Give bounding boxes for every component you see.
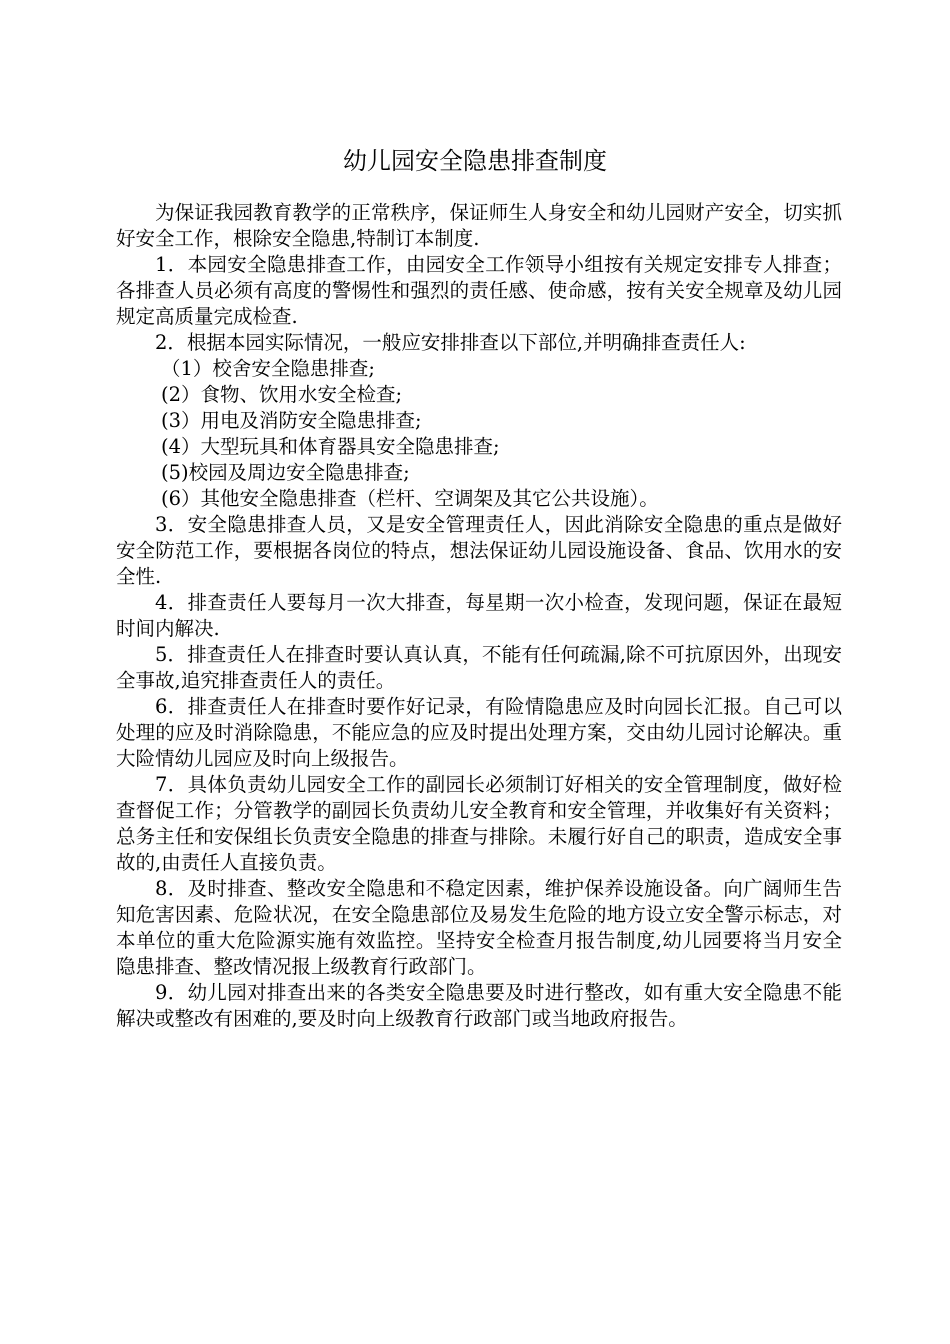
list-item: (3）用电及消防安全隐患排查; xyxy=(161,409,422,432)
paragraph-6: 6．排查责任人在排查时要作好记录，有险情隐患应及时向园长汇报。自己可以处理的应及时消除隐患，不能应急的应及时提出处理方案，交由幼儿园讨论解决。重大险情幼儿园应及时向上级报告。 xyxy=(116,695,842,770)
paragraph-3: 3．安全隐患排查人员，又是安全管理责任人，因此消除安全隐患的重点是做好安全防范工作，要根据各岗位的特点，想法保证幼儿园设施设备、食品、饮用水的安全性. xyxy=(116,513,842,588)
list-item: (6）其他安全隐患排查（栏杆、空调架及其它公共设施）。 xyxy=(161,487,659,510)
paragraph-4: 4．排查责任人要每月一次大排查，每星期一次小检查，发现问题，保证在最短时间内解决. xyxy=(116,591,842,640)
paragraph-9: 9．幼儿园对排查出来的各类安全隐患要及时进行整改，如有重大安全隐患不能解决或整改有困难的,要及时向上级教育行政部门或当地政府报告。 xyxy=(116,981,842,1030)
list-item: （1）校舍安全隐患排查; xyxy=(161,357,375,380)
paragraph-7: 7．具体负责幼儿园安全工作的副园长必须制订好相关的安全管理制度，做好检查督促工作；分管教学的副园长负责幼儿安全教育和安全管理，并收集好有关资料；总务主任和安保组长负责安全隐患的排查与排除。未履行好自己的职责，造成安全事故的,由责任人直接负责。 xyxy=(116,773,842,874)
document-body xyxy=(116,200,842,1032)
list-item: (5)校园及周边安全隐患排查; xyxy=(161,461,410,484)
paragraph-intro: 为保证我园教育教学的正常秩序，保证师生人身安全和幼儿园财产安全，切实抓好安全工作，根除安全隐患,特制订本制度. xyxy=(116,201,842,250)
paragraph-8: 8．及时排查、整改安全隐患和不稳定因素，维护保养设施设备。向广阔师生告知危害因素、危险状况，在安全隐患部位及易发生危险的地方设立安全警示标志，对本单位的重大危险源实施有效监控。坚持安全检查月报告制度,幼儿园要将当月安全隐患排查、整改情况报上级教育行政部门。 xyxy=(116,877,842,978)
paragraph-5: 5．排查责任人在排查时要认真认真，不能有任何疏漏,除不可抗原因外，出现安全事故,追究排查责任人的责任。 xyxy=(116,643,842,692)
paragraph-2: 2．根据本园实际情况，一般应安排排查以下部位,并明确排查责任人: xyxy=(155,331,746,354)
list-item: (4）大型玩具和体育器具安全隐患排查; xyxy=(161,435,500,458)
list-item: (2）食物、饮用水安全检查; xyxy=(161,383,403,406)
paragraph-1: 1．本园安全隐患排查工作，由园安全工作领导小组按有关规定安排专人排查；各排查人员必须有高度的警惕性和强烈的责任感、使命感，按有关安全规章及幼儿园规定高质量完成检查. xyxy=(116,253,842,328)
document-title: 幼儿园安全隐患排查制度 xyxy=(343,147,607,175)
